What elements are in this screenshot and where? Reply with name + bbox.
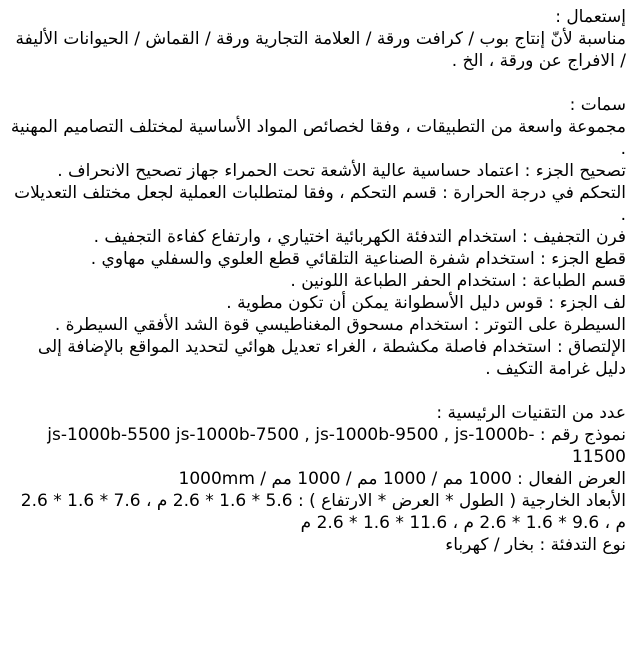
features-heading: سمات : — [569, 95, 626, 115]
feature-item: مجموعة واسعة من التطبيقات ، وفقا لخصائص المواد الأساسية لمختلف التصاميم المهنية . — [10, 117, 626, 159]
feature-item: الإلتصاق : استخدام فاصلة مكشطة ، الغراء تعديل هوائي لتحديد المواقع بالإضافة إلى دليل غرامة التكيف . — [37, 337, 626, 379]
feature-item: تصحيح الجزء : اعتماد حساسية عالية الأشعة تحت الحمراء جهاز تصحيح الانحراف . — [57, 161, 626, 181]
spacer — [6, 72, 626, 94]
spec-model-number: نموذج رقم : js-1000b-5500 js-1000b-7500 , js-1000b-9500 , js-1000b-11500 — [47, 425, 626, 467]
feature-item: لف الجزء : قوس دليل الأسطوانة يمكن أن تكون مطوية . — [226, 293, 626, 313]
spec-effective-width: العرض الفعال : 1000 مم / 1000 مم / 1000 مم / 1000mm — [178, 469, 626, 489]
spec-heating-type: نوع التدفئة : بخار / كهرباء — [445, 535, 626, 555]
usage-text: مناسبة لأنّ إنتاج بوب / كرافت ورقة / العلامة التجارية ورقة / القماش / الحيوانات الأليفة / الافراج عن ورقة ، الخ . — [15, 29, 626, 71]
feature-item: قطع الجزء : استخدام شفرة الصناعية التلقائي قطع العلوي والسفلي مهاوي . — [90, 249, 626, 269]
feature-item: قسم الطباعة : استخدام الحفر الطباعة اللونين . — [290, 271, 626, 291]
specs-heading: عدد من التقنيات الرئيسية : — [436, 403, 626, 423]
feature-item: السيطرة على التوتر : استخدام مسحوق المغناطيسي قوة الشد الأفقي السيطرة . — [54, 315, 626, 335]
feature-item: فرن التجفيف : استخدام التدفئة الكهربائية اختياري ، وارتفاع كفاءة التجفيف . — [93, 227, 626, 247]
feature-item: التحكم في درجة الحرارة : قسم التحكم ، وفقا لمتطلبات العملية لجعل مختلف التعديلات . — [14, 183, 626, 225]
spacer — [6, 380, 626, 402]
spec-dimensions: الأبعاد الخارجية ( الطول * العرض * الارتفاع ) : 5.6 * 1.6 * 2.6 م ، 7.6 * 1.6 * 2.6 م ، 9.6 * 1.6 * 2.6 م ، 11.6 * 1.6 * 2.6 م — [20, 491, 626, 533]
usage-heading: إستعمال : — [555, 7, 626, 27]
